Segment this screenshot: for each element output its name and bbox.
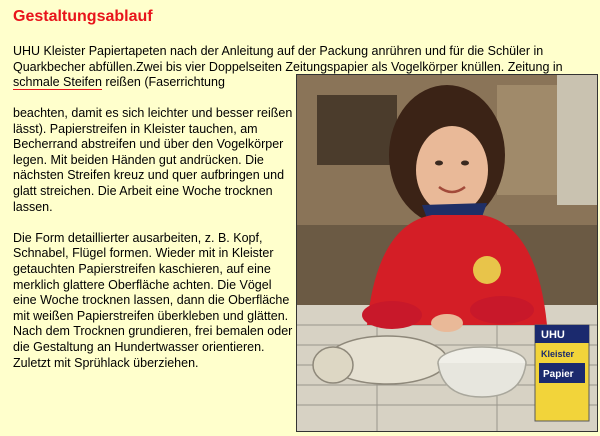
paragraph-2: Die Form detaillierter ausarbeiten, z. B. Kopf, Schnabel, Flügel formen. Wieder mit in Kleister getauchten Papierstreifen kaschieren, auf eine merklich glattere Oberfläche achten. Die Vögel eine Woche trocknen lassen, dann die Oberfläche mit weißen Papierstreifen überkleben und glätten. Nach dem Trocknen grundieren, frei bemalen oder die Gestaltung an Hundertwasser orientieren. Zuletzt mit Sprühlack überziehen.: [13, 230, 293, 370]
paper-bird-head: [313, 347, 353, 383]
photo-illustration: [297, 75, 597, 431]
classroom-photo: [296, 74, 598, 432]
intro-part-1: UHU Kleister Papiertapeten nach der Anleitung auf der Packung anrühren und für die Schüler in Quarkbecher abfüllen.Zwei bis vier Doppelseiten Zeitungspapier als Vogelkörper knüllen. Zeitung in: [13, 44, 563, 74]
face: [416, 126, 488, 214]
eye-right: [461, 161, 469, 166]
sweater-emblem: [473, 256, 501, 284]
paragraph-1: beachten, damit es sich leichter und besser reißen lässt). Papierstreifen in Kleister tauchen, am Becherrand abstreifen und über den Vogelkörper legen. Mit beiden Händen gut andrücken. Die nächsten Streifen kreuz und quer aufbringen und glatt streichen. Die Arbeit eine Woche trocknen lassen.: [13, 106, 293, 214]
page-title: Gestaltungsablauf: [13, 8, 153, 25]
uhu-box-brand: UHU: [541, 329, 565, 341]
arm-right: [470, 296, 534, 324]
text-column: [13, 106, 293, 387]
arm-left: [362, 301, 422, 329]
uhu-box-product: Kleister: [541, 349, 575, 359]
underlined-phrase: schmale Steifen: [13, 75, 102, 90]
intro-part-2: reißen (Faserrichtung: [101, 75, 225, 90]
hand-right: [431, 314, 463, 332]
shelf-left: [317, 95, 397, 165]
uhu-box-label-text: Papier: [543, 369, 574, 380]
window-light: [557, 75, 597, 205]
eye-left: [435, 161, 443, 166]
